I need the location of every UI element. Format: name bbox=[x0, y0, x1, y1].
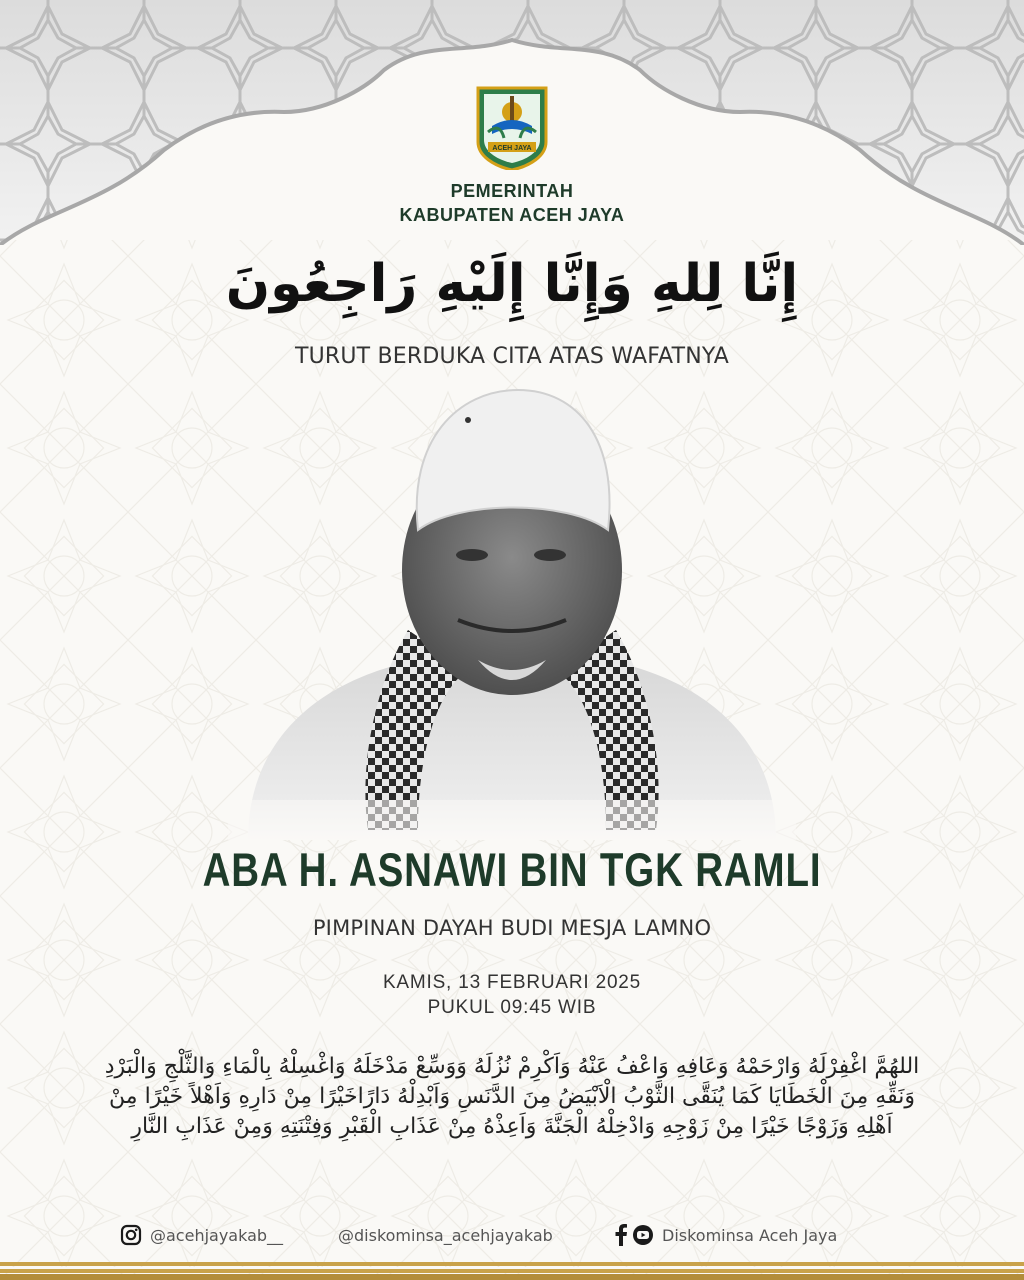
tiktok-handle[interactable] bbox=[338, 1222, 553, 1248]
facebook-youtube-handle[interactable] bbox=[614, 1222, 837, 1248]
tiktok-label: @diskominsa_acehjayakab bbox=[338, 1225, 553, 1245]
social-footer bbox=[0, 1222, 1024, 1248]
government-line-1: PEMERINTAH bbox=[450, 181, 574, 201]
facebook-youtube-label: Diskominsa Aceh Jaya bbox=[662, 1225, 838, 1245]
condolence-heading: TURUT BERDUKA CITA ATAS WAFATNYA bbox=[294, 344, 730, 369]
death-date: KAMIS, 13 FEBRUARI 2025 bbox=[382, 972, 642, 993]
deceased-portrait bbox=[228, 380, 796, 840]
aceh-jaya-logo bbox=[474, 82, 550, 170]
deceased-position: PIMPINAN DAYAH BUDI MESJA LAMNO bbox=[312, 916, 712, 940]
government-line-2: KABUPATEN ACEH JAYA bbox=[399, 205, 625, 225]
inna-lillahi-calligraphy: إِنَّا لِلهِ وَإِنَّا إِلَيْهِ رَاجِعُونَ bbox=[225, 254, 799, 314]
instagram-label: @acehjayakab__ bbox=[150, 1225, 284, 1245]
bottom-gold-stripes bbox=[0, 1262, 1024, 1280]
funeral-prayer-text: اللهُمَّ اغْفِرْلَهُ وَارْحَمْهُ وَعَافِهِ وَاعْفُ عَنْهُ وَاَكْرِمْ نُزُلَهُ وَوَسِّعْ مَدْخَلَهُ وَاغْسِلْهُ بِالْمَاءِ وَالثَّلْجِ وَالْبَرْدِ وَنَقِّهِ مِنَ الْخَطَايَا كَمَا يُنَقَّى الثَّوْبُ الْاَبْيَضُ مِنَ الدَّنَسِ وَاَبْدِلْهُ دَارًاخَيْرًا مِنْ دَارِهِ وَاَهْلاً خَيْرًا مِنْ اَهْلِهِ وَزَوْجًا خَيْرًا مِنْ زَوْجِهِ وَادْخِلْهُ الْجَنَّةَ وَاَعِذْهُ مِنْ عَذَابِ الْقَبْرِ وَفِتْنَتِهِ وَمِنْ عَذَابِ النَّارِ bbox=[104, 1054, 920, 1139]
deceased-name: ABA H. ASNAWI BIN TGK RAMLI bbox=[202, 843, 822, 896]
logo-caption: ACEH JAYA bbox=[492, 145, 532, 152]
death-time: PUKUL 09:45 WIB bbox=[427, 997, 597, 1018]
youtube-icon bbox=[632, 1224, 654, 1246]
facebook-icon bbox=[614, 1224, 628, 1246]
instagram-handle[interactable] bbox=[120, 1222, 283, 1248]
instagram-icon bbox=[120, 1224, 142, 1246]
